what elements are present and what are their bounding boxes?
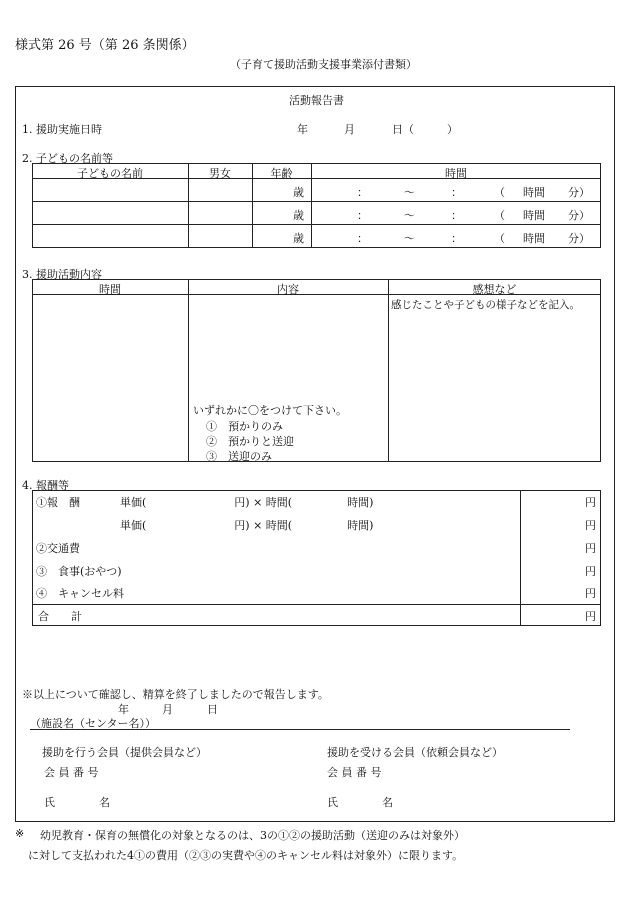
child-row-colon: ： — [357, 232, 368, 245]
receiver-name[interactable]: 氏 名 — [327, 796, 393, 809]
fee-total-yen: 円 — [585, 610, 596, 623]
col-sex: 男女 — [209, 167, 231, 180]
child-row-minutes: 分） — [568, 186, 590, 199]
child-row-colon: ： — [451, 186, 462, 199]
child-row-hours: 時間 — [523, 209, 545, 222]
note-line2: に対して支払われた4①の費用（②③の実費や④のキャンセル料は対象外）に限ります。 — [28, 849, 464, 862]
fee-row-yen: 円 — [585, 496, 596, 509]
option-item[interactable]: ② 預かりと送迎 — [206, 435, 294, 448]
fee-row-yen: 円 — [585, 587, 596, 600]
fee-row-label: ②交通費 — [36, 542, 80, 555]
option-instruction: いずれかに〇をつけて下さい。 — [193, 404, 347, 417]
child-row-paren: （ — [494, 209, 505, 222]
impressions-hint: 感じたことや子どもの様子などを記入。 — [391, 299, 580, 311]
provider-member-no[interactable]: 会 員 番 号 — [44, 766, 99, 779]
confirm-statement: ※以上について確認し、精算を終了しましたので報告します。 — [22, 688, 329, 701]
fee-row-label: ③ 食事(おやつ) — [36, 565, 122, 578]
fee-row-label: ④ キャンセル料 — [36, 587, 124, 600]
confirm-day[interactable]: 日 — [207, 703, 218, 716]
child-row-tilde: ～ — [404, 209, 415, 222]
section1-label: 1. 援助実施日時 — [22, 123, 102, 136]
fee-row-yen: 円 — [585, 519, 596, 532]
section2-label: 2. 子どもの名前等 — [22, 152, 113, 165]
fee-total-label: 合 計 — [38, 610, 82, 623]
child-row-hours: 時間 — [523, 186, 545, 199]
child-row-hours: 時間 — [523, 232, 545, 245]
col-age: 年齢 — [270, 167, 293, 180]
provider-title: 援助を行う会員（提供会員など） — [42, 746, 207, 759]
receiver-member-no[interactable]: 会 員 番 号 — [327, 766, 382, 779]
child-row-colon: ： — [357, 209, 368, 222]
child-row-age: 歳 — [293, 232, 304, 245]
child-row-minutes: 分） — [568, 209, 590, 222]
confirm-year[interactable]: 年 — [118, 703, 129, 716]
col-activity-content: 内容 — [277, 283, 299, 296]
col-time: 時間 — [445, 167, 467, 180]
fee-row-formula[interactable]: 単価( 円) × 時間( 時間) — [120, 496, 374, 509]
option-item[interactable]: ① 預かりのみ — [206, 420, 283, 433]
note-line1: 幼児教育・保育の無償化の対象となるのは、3の①②の援助活動（送迎のみは対象外） — [40, 829, 465, 842]
facility-label: （施設名（センター名）） — [30, 717, 157, 730]
date-day[interactable]: 日（ ） — [392, 123, 458, 136]
child-row-colon: ： — [357, 186, 368, 199]
col-impressions: 感想など — [472, 283, 517, 296]
fee-table — [32, 490, 601, 626]
child-row-paren: （ — [494, 232, 505, 245]
col-child-name: 子どもの名前 — [77, 167, 143, 180]
child-row-tilde: ～ — [404, 232, 415, 245]
attachment-label: （子育て援助活動支援事業添付書類） — [230, 58, 417, 71]
fee-row-label: ①報 酬 — [36, 496, 80, 509]
child-row-colon: ： — [451, 209, 462, 222]
receiver-title: 援助を受ける会員（依頼会員など） — [327, 746, 503, 759]
child-row-age: 歳 — [293, 186, 304, 199]
section4-label: 4. 報酬等 — [22, 479, 69, 492]
option-item[interactable]: ③ 送迎のみ — [206, 450, 272, 463]
child-row-minutes: 分） — [568, 232, 590, 245]
date-year[interactable]: 年 — [297, 123, 308, 136]
child-row-colon: ： — [451, 232, 462, 245]
date-month[interactable]: 月 — [344, 123, 355, 136]
child-row-age: 歳 — [293, 209, 304, 222]
fee-row-yen: 円 — [585, 565, 596, 578]
fee-row-formula[interactable]: 単価( 円) × 時間( 時間) — [120, 519, 374, 532]
section3-label: 3. 援助活動内容 — [22, 268, 102, 281]
col-activity-time: 時間 — [99, 283, 121, 296]
note-mark: ※ — [15, 827, 25, 840]
child-row-paren: （ — [494, 186, 505, 199]
facility-underline — [30, 729, 570, 730]
fee-row-yen: 円 — [585, 542, 596, 555]
provider-name[interactable]: 氏 名 — [44, 796, 110, 809]
child-row-tilde: ～ — [404, 186, 415, 199]
form-number: 様式第 26 号（第 26 条関係） — [15, 38, 195, 53]
page-title: 活動報告書 — [289, 94, 344, 107]
confirm-month[interactable]: 月 — [162, 703, 173, 716]
